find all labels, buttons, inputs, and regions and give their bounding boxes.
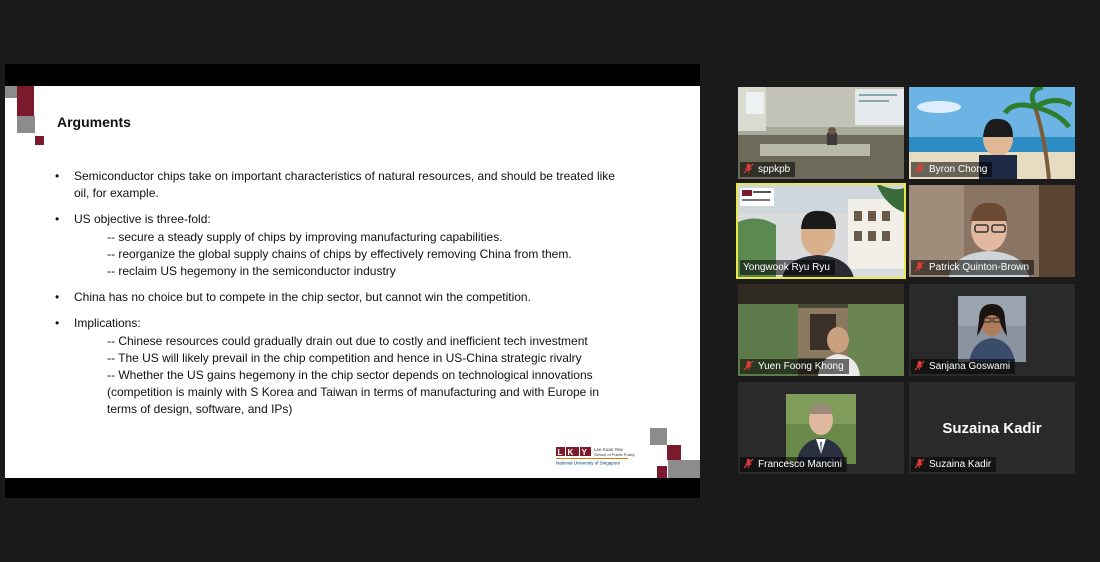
lky-school-logo xyxy=(556,446,641,470)
muted-mic-icon xyxy=(743,360,754,371)
video-tile-byron-chong[interactable] xyxy=(909,87,1075,179)
decor-square xyxy=(17,86,34,116)
participant-name-label xyxy=(911,260,1034,275)
svg-text:School of Public Policy: School of Public Policy xyxy=(594,452,635,457)
svg-text:L: L xyxy=(557,448,563,457)
participant-name-label xyxy=(740,457,847,472)
participant-name: Yuen Foong Khong xyxy=(758,361,844,372)
sub-point: (competition is mainly with S Korea and Taiwan in terms of manufacturing and with Europe in xyxy=(107,385,600,399)
slide-title: Arguments xyxy=(57,114,131,130)
participant-name: Yongwook Ryu Ryu xyxy=(743,262,830,273)
muted-mic-icon xyxy=(914,458,925,469)
participant-name-label xyxy=(740,359,849,374)
muted-mic-icon xyxy=(914,163,925,174)
participant-name: sppkpb xyxy=(758,164,791,175)
sub-point: terms of design, software, and IPs) xyxy=(107,402,293,416)
shared-screen xyxy=(5,64,700,498)
sub-point: -- Whether the US gains hegemony in the chip sector depends on technological innovations xyxy=(107,368,593,382)
bullet-item xyxy=(55,168,675,202)
sub-point: -- reorganize the global supply chains of chips by effectively removing China from them. xyxy=(107,247,572,261)
sub-point: -- The US will likely prevail in the chip competition and hence in US-China strategic rivalry xyxy=(107,351,582,365)
video-tile-sanjana-goswami[interactable] xyxy=(909,284,1075,376)
muted-mic-icon xyxy=(914,360,925,371)
decor-square xyxy=(5,86,17,98)
svg-text:Lee Kuan Yew: Lee Kuan Yew xyxy=(594,447,623,452)
muted-mic-icon xyxy=(743,163,754,174)
presentation-slide xyxy=(5,86,700,478)
decor-square xyxy=(668,460,700,478)
participant-name: Patrick Quinton-Brown xyxy=(929,262,1030,273)
participant-display-name: Suzaina Kadir xyxy=(942,420,1042,437)
bullet-text: oil, for example. xyxy=(74,186,159,200)
sub-point: -- reclaim US hegemony in the semiconductor industry xyxy=(107,264,396,278)
bullet-item xyxy=(55,211,675,228)
bullet-dot: • xyxy=(55,212,60,226)
decor-square xyxy=(657,466,667,478)
decor-square xyxy=(667,445,681,460)
participant-name-label xyxy=(911,162,992,177)
decor-square xyxy=(35,136,44,145)
video-tile-yuen-foong-khong[interactable] xyxy=(738,284,904,376)
participant-name-label xyxy=(740,162,795,177)
sub-point: -- Chinese resources could gradually drain out due to costly and inefficient tech investment xyxy=(107,334,588,348)
participant-name: Byron Chong xyxy=(929,164,988,175)
participant-name-label xyxy=(740,260,835,275)
muted-mic-icon xyxy=(914,261,925,272)
decor-square xyxy=(650,428,667,445)
bullet-text: Semiconductor chips take on important characteristics of natural resources, and should be treated like xyxy=(74,169,615,183)
svg-text:National University of Singapo: National University of Singapore xyxy=(556,460,621,466)
participant-name: Sanjana Goswami xyxy=(929,361,1011,372)
bullet-text: China has no choice but to compete in the chip sector, but cannot win the competition. xyxy=(74,290,531,304)
participant-name: Suzaina Kadir xyxy=(929,459,992,470)
sub-point: -- secure a steady supply of chips by improving manufacturing capabilities. xyxy=(107,230,503,244)
bullet-dot: • xyxy=(55,169,60,183)
video-tile-sppkpb[interactable] xyxy=(738,87,904,179)
bullet-item xyxy=(55,289,675,306)
svg-text:Y: Y xyxy=(581,448,587,457)
bullet-text: Implications: xyxy=(74,316,141,330)
svg-text:K: K xyxy=(567,448,574,457)
participant-name-label xyxy=(911,359,1015,374)
participant-name-label xyxy=(911,457,996,472)
decor-square xyxy=(17,116,35,133)
video-tile-patrick-quinton-brown[interactable] xyxy=(909,185,1075,277)
bullet-dot: • xyxy=(55,290,60,304)
video-tile-francesco-mancini[interactable] xyxy=(738,382,904,474)
bullet-item xyxy=(55,315,675,332)
bullet-dot: • xyxy=(55,316,60,330)
bullet-text: US objective is three-fold: xyxy=(74,212,211,226)
muted-mic-icon xyxy=(743,458,754,469)
video-tile-suzaina-kadir[interactable] xyxy=(909,382,1075,474)
video-tile-yongwook-ryu-ryu[interactable] xyxy=(736,183,906,279)
participant-name: Francesco Mancini xyxy=(758,459,842,470)
